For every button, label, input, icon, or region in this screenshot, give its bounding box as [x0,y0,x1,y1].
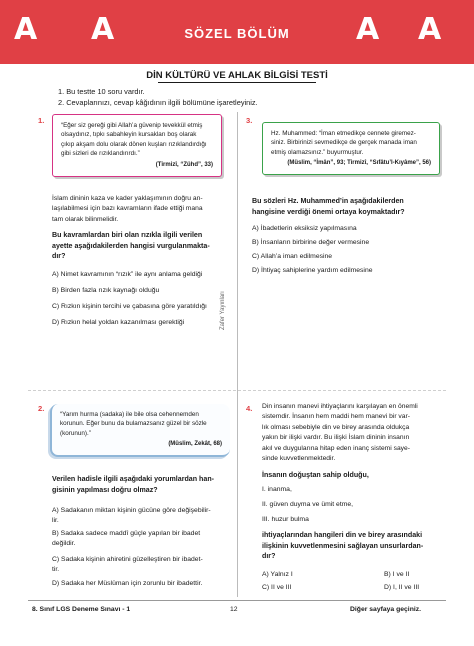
paragraph-line: laşılabilmesi için bazı kavramların ifade ettiği mana [52,205,203,213]
question-2-quote-box [50,404,230,457]
paragraph-line: tam olarak bilinmelidir. [52,215,119,223]
quote-line: “Yarım hurma (sadaka) ile bile olsa cehennemden [60,411,199,418]
instruction-1: 1. Bu testte 10 soru vardır. [58,87,145,96]
stem-line: Bu sözleri Hz. Muhammed’in aşağıdakilerden [252,197,404,205]
question-1-option-b[interactable]: B) Birden fazla rızık kaynağı olduğu [52,287,160,294]
question-3-option-d[interactable]: D) İhtiyaç sahiplerine yardım edilmesine [252,267,373,274]
title-underline [158,82,316,83]
question-1-option-c[interactable]: C) Rızkın kişinin tercihi ve çabasına göre yaratıldığı [52,303,207,310]
question-3-number: 3. [246,116,253,125]
question-3-option-c[interactable]: C) Allah’a iman edilmesine [252,253,333,260]
question-1-quote-box [52,114,222,177]
question-3-option-b[interactable]: B) İnsanların birbirine değer vermesine [252,239,370,246]
quote-line: korunun. Eğer bunu da bulamazsanız güzel bir sözle [60,420,207,428]
question-2-option-c-cont[interactable]: tir. [52,566,60,573]
stem-line: ihtiyaçlarından hangileri din ve birey arasındaki [262,531,423,539]
header-letter-left-2: A [91,12,115,47]
question-4-item-2: II. güven duyma ve ümit etme, [262,501,354,508]
paragraph-line: sistemdir. İnsanın hem maddi hem manevi bir var- [262,413,410,421]
question-4-option-c[interactable]: C) II ve III [262,584,292,591]
question-1-option-a[interactable]: A) Nimet kavramının “rızık” ile aynı anlama geldiği [52,271,203,278]
question-3-option-a[interactable]: A) İbadetlerin eksiksiz yapılmasına [252,225,357,232]
footer-divider [28,600,446,601]
question-1-paragraph [52,194,234,225]
question-4-item-3: III. huzur bulma [262,516,309,523]
question-4-number: 4. [246,404,253,413]
question-2-option-c[interactable]: C) Sadaka kişinin ahiretini güzelleştiren bir ibadet- [52,556,203,563]
publisher-watermark: Zafer Yayınları [220,291,226,330]
header-letter-right-1: A [356,12,380,47]
footer-next-page: Diğer sayfaya geçiniz. [350,606,422,613]
quote-source: (Tirmizî, “Zühd”, 33) [155,161,213,168]
paragraph-line: yakın bir ilişki vardır. Bu ilişki İslam dininin insanın [262,434,410,442]
instruction-2: 2. Cevaplarınızı, cevap kâğıdının ilgili bölümüne işaretleyiniz. [58,98,258,107]
question-4-item-1: I. inanma, [262,486,292,493]
paragraph-line: İslam dininin kaza ve kader yaklaşımının doğru an- [52,195,203,202]
question-4-sub-stem: İnsanın doğuştan sahip olduğu, [262,471,369,479]
header-letter-right-2: A [418,12,442,47]
question-2-option-a-cont[interactable]: lir. [52,517,59,524]
quote-line: gibi sizleri de rızıklandırırdı.” [61,150,140,158]
quote-line: Hz. Muhammed: “İman etmedikçe cennete giremez- [271,130,416,137]
question-2-option-b-cont[interactable]: değildir. [52,540,76,547]
paragraph-line: sinde kuvvetlenmektedir. [262,454,336,462]
question-2-number: 2. [38,404,45,413]
question-3-stem [252,196,442,217]
row-divider [28,390,446,391]
question-4-stem [262,530,446,562]
quote-line: (korunun).” [60,429,91,437]
question-2-option-d[interactable]: D) Sadaka her Müslüman için zorunlu bir ibadettir. [52,580,203,587]
question-2-stem [52,474,234,495]
quote-line: olsaydınız, tıpkı sabahleyin kursakları boş olarak [61,131,197,139]
section-title: SÖZEL BÖLÜM [184,26,290,41]
question-2-option-b[interactable]: B) Sadaka sadece maddî güçle yapılan bir ibadet [52,530,201,537]
quote-source: (Müslim, “İmân”, 93; Tirmizî, “Sıfâtu’l-Kıyâme”, 56) [287,160,431,167]
footer-exam-name: 8. Sınıf LGS Deneme Sınavı - 1 [32,606,131,613]
quote-line: etmiş olamazsınız.” buyurmuştur. [271,148,364,156]
stem-line: dır? [52,252,66,261]
stem-line: ilişkinin kuvvetlenmesini sağlayan unsurlardan- [262,541,424,550]
question-1-number: 1. [38,116,45,125]
stem-line: ayette aşağıdakilerden hangisi vurgulanmakta- [52,241,210,250]
quote-line: siniz. Birbirinizi sevmedikçe de gerçek manada iman [271,139,417,147]
question-4-paragraph [262,402,444,464]
quote-line: “Eğer siz gereği gibi Allah’a güvenip tevekkül etmiş [61,122,203,129]
test-title: DİN KÜLTÜRÜ VE AHLAK BİLGİSİ TESTİ [146,70,328,81]
stem-line: Bu kavramlardan biri olan rızıkla ilgili verilen [52,231,203,239]
question-1-stem [52,230,234,262]
paragraph-line: akıl ve duygularına hitap eden inanç sistemi saye- [262,444,410,452]
question-4-option-d[interactable]: D) I, II ve III [384,584,420,591]
quote-line: çıkıp akşam dolu olarak dönen kuşları rızıklandırdığı [61,140,207,148]
paragraph-line: Din insanın manevi ihtiyaçlarını karşılayan en önemli [262,403,418,410]
quote-source: (Müslim, Zekât, 68) [168,441,222,448]
question-4-option-a[interactable]: A) Yalnız I [262,571,293,578]
paragraph-line: lık olması sebebiyle din ve birey arasında oldukça [262,423,410,431]
column-divider [237,112,238,597]
page-number: 12 [230,606,238,613]
stem-line: dır? [262,552,276,561]
stem-line: Verilen hadisle ilgili aşağıdaki yorumlardan han- [52,475,215,483]
question-4-option-b[interactable]: B) I ve II [384,571,410,578]
question-3-quote-box [262,122,440,175]
section-header [0,0,474,64]
stem-line: hangisine verdiği önemi ortaya koymaktadır? [252,207,405,216]
question-2-option-a[interactable]: A) Sadakanın miktarı kişinin gücüne göre değişebilir- [52,507,211,514]
stem-line: gisinin yapılması doğru olmaz? [52,485,158,494]
question-1-option-d[interactable]: D) Rızkın helal yoldan kazanılması gerektiği [52,319,185,326]
header-letter-left-1: A [14,12,38,47]
